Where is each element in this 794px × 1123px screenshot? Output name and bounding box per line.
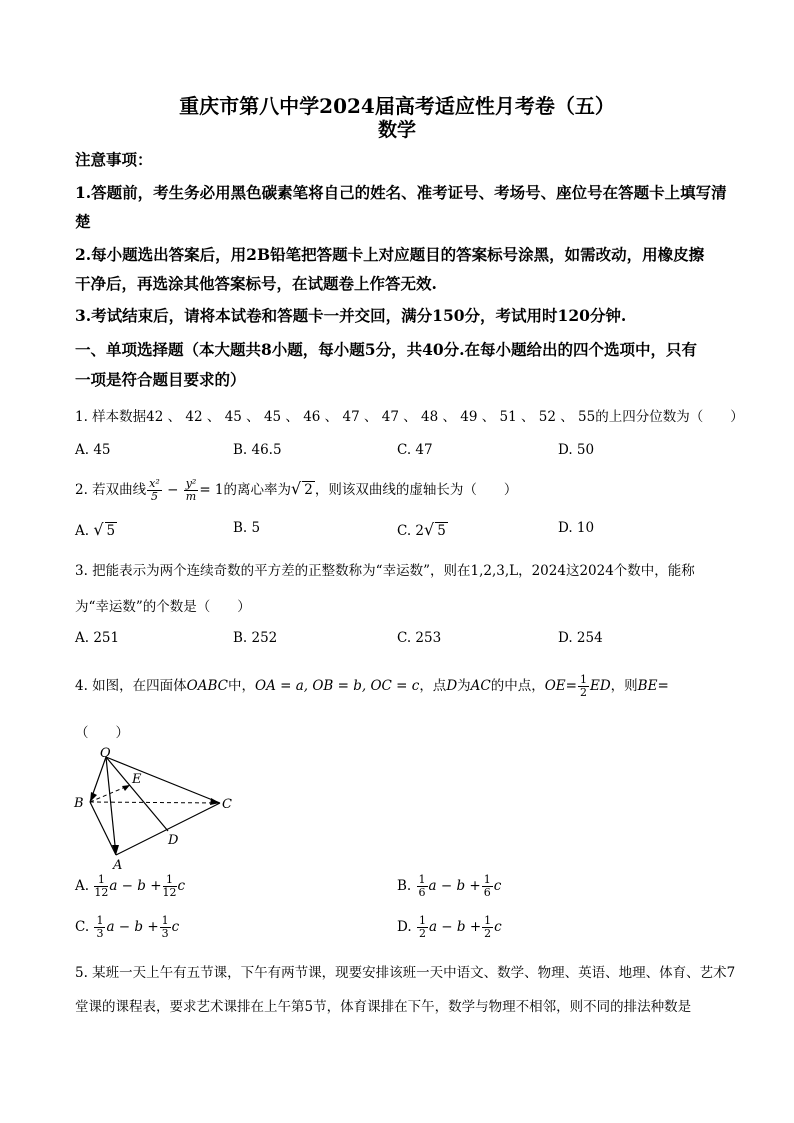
- section1-heading-a: 一、单项选择题（本大题共8小题，每小题5分，共40分.在每小题给出的四个选项中，只有: [75, 340, 698, 359]
- q1-option-a[interactable]: A. 45: [75, 442, 111, 458]
- question-5-line-b: 堂课的课程表，要求艺术课排在上午第5节，体育课排在下午，数学与物理不相邻，则不同的排法种数是: [75, 999, 692, 1015]
- q2-eq: = 1: [199, 482, 224, 498]
- q2-sqrt2: 2: [304, 482, 313, 498]
- edge-oc: [106, 757, 220, 803]
- q3-option-a[interactable]: A. 251: [75, 630, 120, 646]
- exam-title: 重庆市第八中学2024届高考适应性月考卷（五）: [179, 94, 615, 118]
- q4-half: $\frac{1}{2}$: [579, 673, 587, 699]
- q4-option-d[interactable]: D. $\frac{1}{2}$ a − b + $\frac{1}{2}$ c: [397, 914, 502, 940]
- label-e: E: [132, 772, 142, 787]
- q4-vectors: OA = a, OB = b, OC = c: [255, 678, 420, 694]
- tetrahedron-figure: [70, 745, 250, 875]
- q1-prefix: 1. 样本数据: [75, 409, 147, 425]
- q3-seq: 1,2,3,L: [470, 563, 519, 579]
- q2-option-d[interactable]: D. 10: [558, 520, 595, 536]
- q3-option-d[interactable]: D. 254: [558, 630, 603, 646]
- q1-suffix: 的上四分位数为（ ）: [595, 409, 744, 425]
- q2-mid: 的离心率为: [223, 482, 292, 498]
- q1-option-c[interactable]: C. 47: [397, 442, 433, 458]
- q4-option-c[interactable]: C. $\frac{1}{3}$ a − b + $\frac{1}{3}$ c: [75, 914, 180, 940]
- question-2: 2. 若双曲线 $\frac{\text{x²}}{5}$ − $\frac{\text{y²}}{m}$ = 1的离心率为√ 2 ，则该双曲线的虚轴长为（ ）: [75, 477, 518, 503]
- q1-data: 42 、 42 、 45 、 45 、 46 、 47 、 47 、 48 、 49 、 51 、 52 、 55: [146, 409, 596, 425]
- label-c: C: [222, 797, 232, 812]
- edge-od: [106, 757, 168, 831]
- notice-item-2a: 2.每小题选出答案后，用2B铅笔把答题卡上对应题目的答案标号涂黑，如需改动，用橡皮擦: [75, 245, 705, 264]
- q2-frac-x: $\frac{\text{x²}}{5}$: [149, 477, 160, 503]
- label-b: B: [74, 796, 84, 811]
- q2-option-a[interactable]: A. √ 5: [75, 520, 116, 539]
- question-3-line-b: 为“幸运数”的个数是（ ）: [75, 599, 251, 615]
- q2-option-c[interactable]: C. 2√ 5: [397, 520, 446, 539]
- exam-subject: 数学: [377, 119, 416, 141]
- q1-option-b[interactable]: B. 46.5: [233, 442, 282, 458]
- q4-option-a[interactable]: A. $\frac{1}{12}$ a − b + $\frac{1}{12}$ c: [75, 873, 186, 899]
- edge-oa: [106, 757, 116, 855]
- q2-frac-y: $\frac{\text{y²}}{m}$: [185, 477, 197, 503]
- label-d: D: [168, 833, 179, 848]
- question-3-line-a: 3. 把能表示为两个连续奇数的平方差的正整数称为“幸运数”，则在1,2,3,L，2024这2024个数中，能称: [75, 563, 695, 579]
- section1-heading-b: 一项是符合题目要求的）: [75, 370, 246, 389]
- q3-option-c[interactable]: C. 253: [397, 630, 442, 646]
- question-1: [75, 406, 744, 428]
- edge-ba: [90, 802, 116, 855]
- question-5-line-a: 5. 某班一天上午有五节课，下午有两节课，现要安排该班一天中语文、数学、物理、英语、地理、体育、艺术7: [75, 965, 736, 981]
- q4-paren: （ ）: [75, 725, 129, 741]
- notice-item-1a: 1.答题前，考生务必用黑色碳素笔将自己的姓名、准考证号、考场号、座位号在答题卡上填写清: [75, 183, 727, 202]
- q1-option-d[interactable]: D. 50: [558, 442, 595, 458]
- label-o: O: [100, 746, 111, 761]
- q3-option-b[interactable]: B. 252: [233, 630, 278, 646]
- label-a: A: [113, 858, 123, 873]
- q2-prefix: 2. 若双曲线: [75, 482, 147, 498]
- question-4: 4. 如图，在四面体OABC中，OA = a, OB = b, OC = c，点D为AC的中点，OE= $\frac{1}{2}$ ED，则BE=: [75, 673, 669, 699]
- q2-option-b[interactable]: B. 5: [233, 520, 261, 536]
- notice-item-2b: 干净后，再选涂其他答案标号，在试题卷上作答无效.: [75, 274, 437, 293]
- notice-item-1b: 楚: [75, 212, 91, 231]
- q4-option-b[interactable]: B. $\frac{1}{6}$ a − b + $\frac{1}{6}$ c: [397, 873, 502, 899]
- edge-bc-dashed: [90, 802, 220, 803]
- notice-item-3: 3.考试结束后，请将本试卷和答题卡一并交回，满分150分，考试用时120分钟.: [75, 306, 627, 325]
- notice-heading: 注意事项：: [75, 150, 153, 169]
- q2-suffix: ，则该双曲线的虚轴长为（ ）: [314, 482, 518, 498]
